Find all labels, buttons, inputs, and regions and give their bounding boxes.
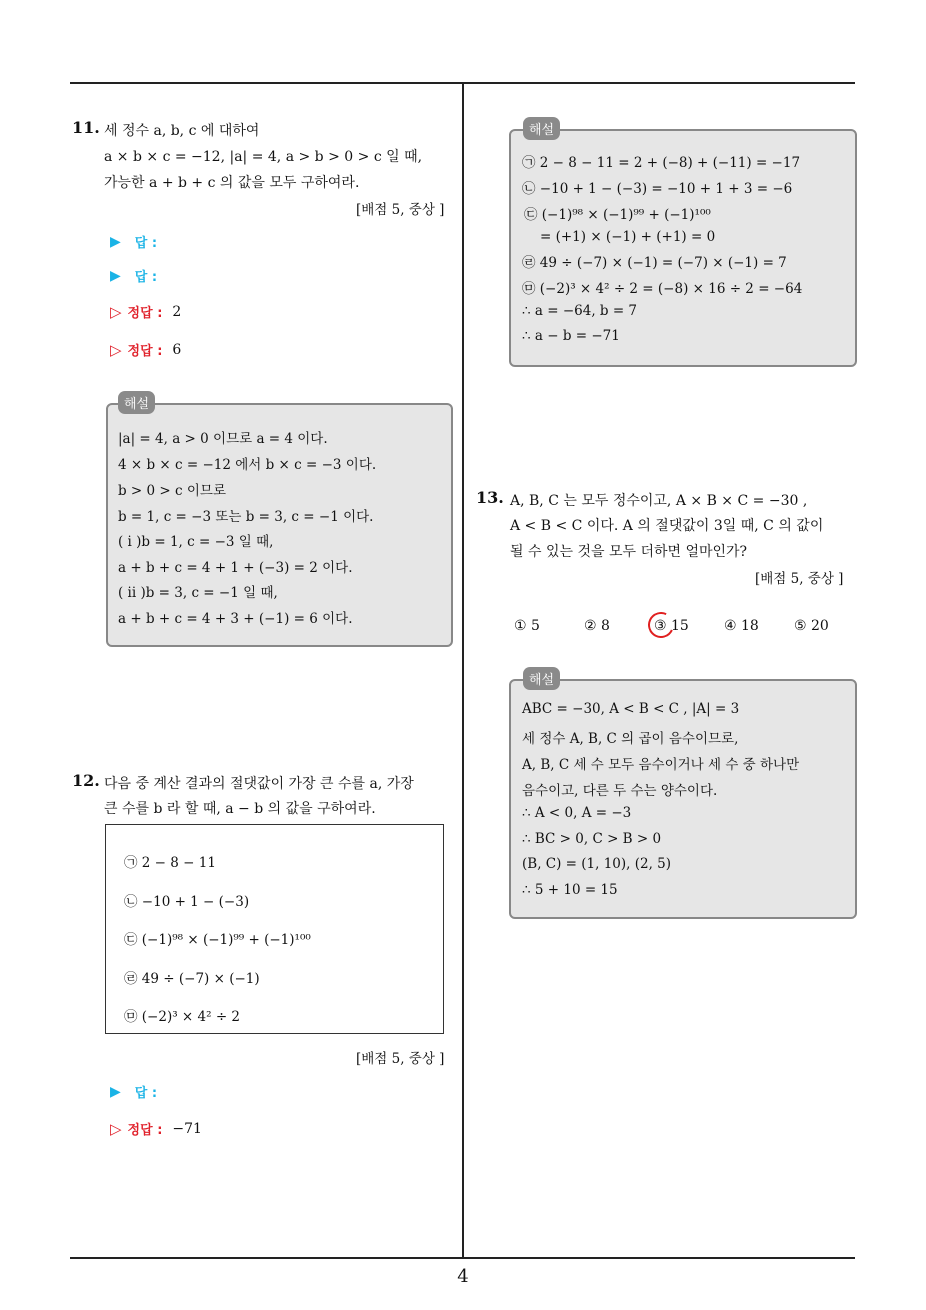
solution-line: ∴ BC > 0, C > B > 0: [522, 831, 662, 847]
solution-line: ㉠ 2 − 8 − 11 = 2 + (−8) + (−11) = −17: [522, 155, 801, 171]
solution-tag: 해설: [118, 391, 155, 414]
q12-answer-row[interactable]: [110, 1082, 157, 1101]
expression-item: ㉢ (−1)⁹⁸ × (−1)⁹⁹ + (−1)¹⁰⁰: [124, 932, 311, 948]
correct-label: 정답 :: [127, 1123, 163, 1138]
solution-line: b = 1, c = −3 또는 b = 3, c = −1 이다.: [118, 509, 374, 525]
q12-correct-row: [110, 1119, 202, 1138]
q11-answer-row[interactable]: [110, 266, 157, 285]
choice-option[interactable]: ① 5: [514, 618, 540, 634]
solution-line: |a| = 4, a > 0 이므로 a = 4 이다.: [118, 431, 328, 447]
answer-label: 답 :: [134, 1086, 158, 1101]
q11-line: 세 정수 a, b, c 에 대하여: [104, 123, 260, 139]
solution-line: ㉤ (−2)³ × 4² ÷ 2 = (−8) × 16 ÷ 2 = −64: [522, 281, 803, 297]
q12-line: 다음 중 계산 결과의 절댓값이 가장 큰 수를 a, 가장: [104, 776, 414, 792]
expression-item: ㉡ −10 + 1 − (−3): [124, 894, 250, 910]
choice-option[interactable]: ④ 18: [724, 618, 759, 634]
filled-triangle-icon: ▶: [110, 267, 121, 284]
page-number: 4: [457, 1266, 469, 1287]
q11-correct-row: [110, 302, 181, 321]
q12-number: 12.: [72, 771, 100, 790]
q11-answer-row[interactable]: [110, 232, 157, 251]
solution-tag: 해설: [523, 117, 560, 140]
solution-line: a + b + c = 4 + 3 + (−1) = 6 이다.: [118, 611, 353, 627]
solution-line: a + b + c = 4 + 1 + (−3) = 2 이다.: [118, 560, 353, 576]
q12-expression-box: [105, 824, 444, 1034]
solution-line: ㉣ 49 ÷ (−7) × (−1) = (−7) × (−1) = 7: [522, 255, 787, 271]
open-triangle-icon: ▷: [110, 302, 122, 321]
expression-item: ㉠ 2 − 8 − 11: [124, 855, 216, 871]
q13-line: A, B, C 는 모두 정수이고, A × B × C = −30 ,: [510, 493, 808, 509]
choice-option[interactable]: ⑤ 20: [794, 618, 829, 634]
q13-line: A < B < C 이다. A 의 절댓값이 3일 때, C 의 값이: [510, 518, 824, 534]
q11-line: 가능한 a + b + c 의 값을 모두 구하여라.: [104, 175, 360, 191]
q11-line: a × b × c = −12, |a| = 4, a > b > 0 > c 일 때,: [104, 149, 423, 165]
expression-item: ㉤ (−2)³ × 4² ÷ 2: [124, 1009, 241, 1025]
answer-label: 답 :: [134, 236, 158, 251]
filled-triangle-icon: ▶: [110, 233, 121, 250]
solution-line: 음수이고, 다른 두 수는 양수이다.: [522, 783, 718, 799]
correct-value: 6: [172, 341, 182, 358]
choice-option-selected[interactable]: ③ 15: [654, 618, 689, 634]
selected-choice-circle-mark: [644, 608, 677, 641]
q13-score-meta: [배점 5, 중상 ]: [755, 571, 844, 587]
q12-line: 큰 수를 b 라 할 때, a − b 의 값을 구하여라.: [104, 801, 376, 817]
solution-line: ㉡ −10 + 1 − (−3) = −10 + 1 + 3 = −6: [522, 181, 793, 197]
solution-line: (B, C) = (1, 10), (2, 5): [522, 856, 672, 872]
q13-number: 13.: [476, 488, 504, 507]
q12-score-meta: [배점 5, 중상 ]: [356, 1051, 445, 1067]
solution-line: ∴ a − b = −71: [522, 328, 620, 344]
filled-triangle-icon: ▶: [110, 1083, 121, 1100]
correct-label: 정답 :: [127, 306, 163, 321]
correct-value: 2: [172, 303, 182, 320]
answer-label: 답 :: [134, 270, 158, 285]
expression-item: ㉣ 49 ÷ (−7) × (−1): [124, 971, 260, 987]
solution-line: ∴ 5 + 10 = 15: [522, 882, 618, 898]
solution-line: ( i )b = 1, c = −3 일 때,: [118, 534, 274, 550]
correct-label: 정답 :: [127, 344, 163, 359]
solution-line: ∴ a = −64, b = 7: [522, 303, 638, 319]
column-divider: [462, 84, 464, 1258]
open-triangle-icon: ▷: [110, 340, 122, 359]
q11-number: 11.: [72, 118, 100, 137]
correct-value: −71: [172, 1120, 202, 1137]
solution-line: b > 0 > c 이므로: [118, 483, 226, 499]
solution-line: ABC = −30, A < B < C , |A| = 3: [522, 701, 740, 717]
q11-correct-row: [110, 340, 181, 359]
solution-line: A, B, C 세 수 모두 음수이거나 세 수 중 하나만: [522, 757, 800, 773]
solution-line: 4 × b × c = −12 에서 b × c = −3 이다.: [118, 457, 377, 473]
solution-line: ㉢ (−1)⁹⁸ × (−1)⁹⁹ + (−1)¹⁰⁰: [524, 207, 711, 223]
q13-line: 될 수 있는 것을 모두 더하면 얼마인가?: [510, 544, 748, 560]
solution-tag: 해설: [523, 667, 560, 690]
choice-option[interactable]: ② 8: [584, 618, 610, 634]
solution-line: = (+1) × (−1) + (+1) = 0: [540, 229, 716, 245]
solution-line: ( ii )b = 3, c = −1 일 때,: [118, 585, 278, 601]
solution-line: 세 정수 A, B, C 의 곱이 음수이므로,: [522, 731, 739, 747]
q11-score-meta: [배점 5, 중상 ]: [356, 202, 445, 218]
solution-line: ∴ A < 0, A = −3: [522, 805, 632, 821]
open-triangle-icon: ▷: [110, 1119, 122, 1138]
bottom-rule: [70, 1257, 855, 1259]
